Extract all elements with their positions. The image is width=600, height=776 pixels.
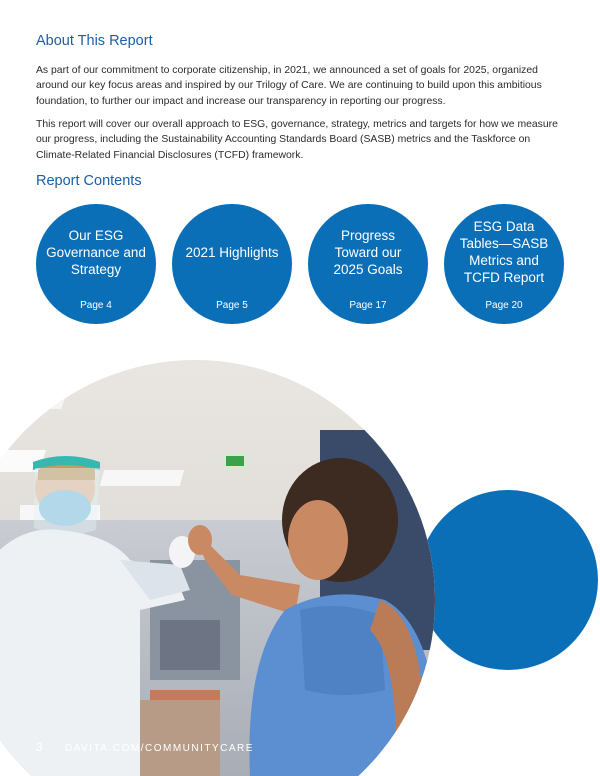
contents-item-title: Our ESG Governance and Strategy — [46, 227, 146, 277]
contents-item-page: Page 5 — [216, 300, 248, 311]
about-heading: About This Report — [36, 33, 153, 49]
footer — [36, 740, 254, 754]
contents-item-page: Page 17 — [349, 300, 387, 311]
contents-item-page: Page 20 — [485, 300, 523, 311]
page-number: 3 — [36, 740, 43, 754]
contents-item-title: ESG Data Tables—SASB Metrics and TCFD Report — [459, 219, 549, 285]
about-paragraph-2: This report will cover our overall approach to ESG, governance, strategy, metrics and targets for how we measure our progress, including the Sustainability Accounting Standards Board (SASB) metrics and the Taskforce on Climate-Related Financial Disclosures (TCFD) framework. — [36, 119, 558, 161]
contents-heading: Report Contents — [36, 173, 142, 189]
contents-item-page: Page 4 — [80, 300, 112, 311]
about-paragraph-1: As part of our commitment to corporate citizenship, in 2021, we announced a set of goals for 2025, organized around our key focus areas and inspired by our Trilogy of Care. We are continuing to build upon this ambitious foundation, to further our impact and increase our transparency in reporting our progress. — [36, 65, 542, 107]
contents-item-title: Progress Toward our 2025 Goals — [333, 227, 403, 277]
contents-item-title: 2021 Highlights — [185, 244, 279, 260]
footer-url[interactable]: DAVITA.COM/COMMUNITYCARE — [64, 743, 254, 754]
